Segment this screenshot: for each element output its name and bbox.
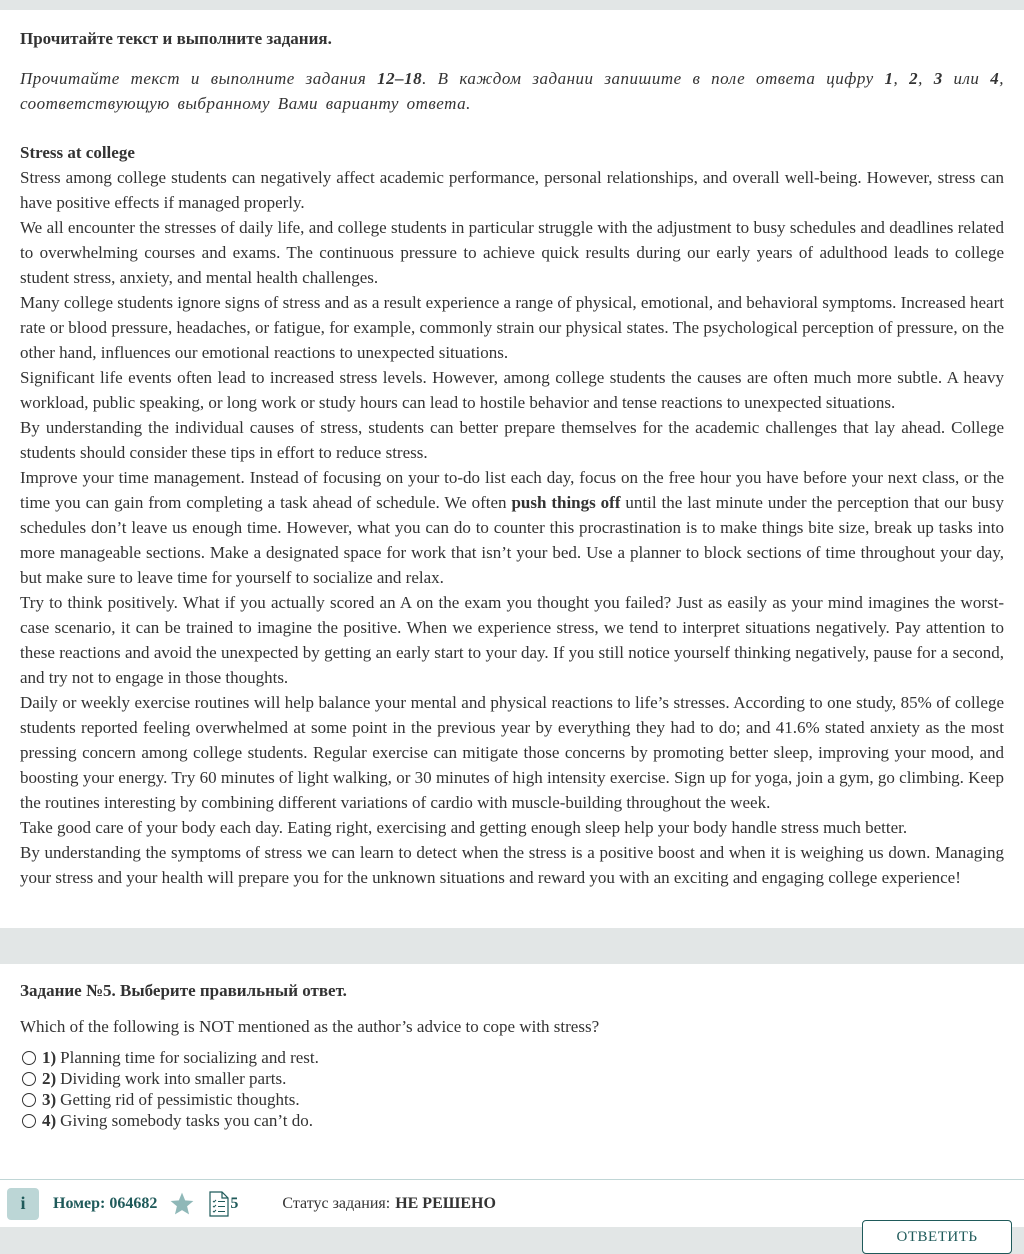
separator: , bbox=[918, 69, 934, 88]
article-paragraph: Many college students ignore signs of stress and as a result experience a range of physical, emotional, and behavioral symptoms. Increased heart rate or blood pressure, headaches, or fatigue, for example, commonly strain our physical states. The psychological perception of pressure, on the other hand, influences our emotional reactions to unexpected situations. bbox=[20, 293, 1004, 362]
digit-3: 3 bbox=[933, 69, 943, 88]
radio-button[interactable] bbox=[22, 1114, 36, 1128]
radio-button[interactable] bbox=[22, 1072, 36, 1086]
section-heading: Прочитайте текст и выполните задания. bbox=[20, 29, 332, 48]
instructions bbox=[20, 66, 1004, 116]
answer-option-1[interactable] bbox=[20, 1047, 1004, 1068]
task-number: Номер: 064682 bbox=[53, 1194, 158, 1212]
article-paragraph: Take good care of your body each day. Eating right, exercising and getting enough sleep help your body handle stress much better. bbox=[20, 818, 908, 837]
task-heading: Задание №5. Выберите правильный ответ. bbox=[20, 981, 347, 1000]
digit-4: 4 bbox=[990, 69, 1000, 88]
section-divider bbox=[0, 928, 1024, 964]
top-bar bbox=[0, 0, 1024, 10]
solution-count: 5 bbox=[230, 1194, 239, 1212]
status-badge: НЕ РЕШЕНО bbox=[395, 1194, 496, 1212]
paragraph-text: until the last minute under the perception that our busy schedules don’t leave us enough time. However, what you can do to counter this procrastination is to make things bite size, break up tasks into more manageable sections. Make a designated space for work that isn’t your bed. Use a planner to block sections of time throughout your day, but make sure to leave time for yourself to socialize and relax. bbox=[20, 493, 1004, 587]
separator: , bbox=[893, 69, 910, 88]
instructions-text: или bbox=[942, 69, 991, 88]
info-button[interactable] bbox=[7, 1188, 39, 1220]
option-number: 3) bbox=[42, 1090, 57, 1109]
article-paragraph: Stress among college students can negatively affect academic performance, personal relationships, and overall well-being. However, stress can have positive effects if managed properly. bbox=[20, 168, 1004, 212]
option-text: Dividing work into smaller parts. bbox=[60, 1069, 287, 1088]
star-icon[interactable] bbox=[169, 1191, 195, 1217]
option-text: Giving somebody tasks you can’t do. bbox=[60, 1111, 313, 1130]
answer-option-2[interactable] bbox=[20, 1068, 1004, 1089]
instructions-text: , соответствующую выбранному Вами варианту ответа. bbox=[20, 69, 1005, 113]
article-paragraph: By understanding the individual causes of stress, students can better prepare themselves for the academic challenges that lay ahead. College students should consider these tips in effort to reduce stress. bbox=[20, 418, 1004, 462]
instructions-text: . В каждом задании запишите в поле ответа цифру bbox=[422, 69, 885, 88]
option-number: 4) bbox=[42, 1111, 57, 1130]
article-paragraph: Try to think positively. What if you actually scored an A on the exam you thought you failed? Just as easily as your mind imagines the worst-case scenario, it can be trained to imagine the positive. When we experience stress, we tend to interpret situations negatively. Pay attention to these reactions and avoid the unexpected by getting an early start to your day. If you still notice yourself thinking negatively, pause for a second, and try not to engage in those thoughts. bbox=[20, 593, 1004, 687]
answer-button[interactable]: ОТВЕТИТЬ bbox=[862, 1220, 1012, 1254]
status-label: Статус задания: bbox=[282, 1194, 391, 1212]
article-paragraph: Significant life events often lead to increased stress levels. However, among college students the causes are often much more subtle. A heavy workload, public speaking, or long work or study hours can lead to hostile behavior and tense reactions to unexpected situations. bbox=[20, 368, 1004, 412]
answer-option-3[interactable] bbox=[20, 1089, 1004, 1110]
task-card bbox=[0, 964, 1024, 1189]
task-range: 12–18 bbox=[377, 69, 423, 88]
article-paragraph: We all encounter the stresses of daily life, and college students in particular struggle with the adjustment to busy schedules and deadlines related to overwhelming courses and exams. The continuous pressure to achieve quick results during our early years of adulthood leads to college student stress, anxiety, and mental health challenges. bbox=[20, 218, 1004, 287]
option-text: Getting rid of pessimistic thoughts. bbox=[60, 1090, 300, 1109]
option-number: 2) bbox=[42, 1069, 57, 1088]
article-paragraph bbox=[20, 465, 1004, 590]
article-title: Stress at college bbox=[20, 143, 135, 162]
digit-2: 2 bbox=[909, 69, 919, 88]
option-text: Planning time for socializing and rest. bbox=[60, 1048, 319, 1067]
highlighted-phrase: push things off bbox=[511, 493, 621, 512]
radio-button[interactable] bbox=[22, 1051, 36, 1065]
paragraph-text: Improve your time management. Instead of focusing on your to-do list each day, focus on the free hour you have before your next class, or the time you can gain from completing a task ahead of schedule. We often bbox=[20, 468, 1004, 512]
question-text: Which of the following is NOT mentioned as the author’s advice to cope with stress? bbox=[20, 1017, 600, 1036]
answer-option-4[interactable] bbox=[20, 1110, 1004, 1131]
document-list-icon[interactable] bbox=[209, 1191, 229, 1217]
article-paragraph: By understanding the symptoms of stress we can learn to detect when the stress is a positive boost and when it is weighing us down. Managing your stress and your health will prepare you for the unknown situations and reward you with an exciting and engaging college experience! bbox=[20, 843, 1004, 887]
digit-1: 1 bbox=[884, 69, 894, 88]
radio-button[interactable] bbox=[22, 1093, 36, 1107]
instructions-text: Прочитайте текст и выполните задания bbox=[20, 69, 378, 88]
article-paragraph: Daily or weekly exercise routines will help balance your mental and physical reactions to life’s stresses. According to one study, 85% of college students reported feeling overwhelmed at some point in the previous year by everything they had to do; and 41.6% stated anxiety as the most pressing concern among college students. Regular exercise can mitigate those concerns by promoting better sleep, improving your mood, and boosting your energy. Try 60 minutes of light walking, or 30 minutes of high intensity exercise. Sign up for yoga, join a gym, go climbing. Keep the routines interesting by combining different variations of cardio with muscle-building throughout the week. bbox=[20, 693, 1004, 812]
option-number: 1) bbox=[42, 1048, 57, 1067]
info-icon: i bbox=[20, 1193, 26, 1213]
reading-card bbox=[0, 10, 1024, 928]
